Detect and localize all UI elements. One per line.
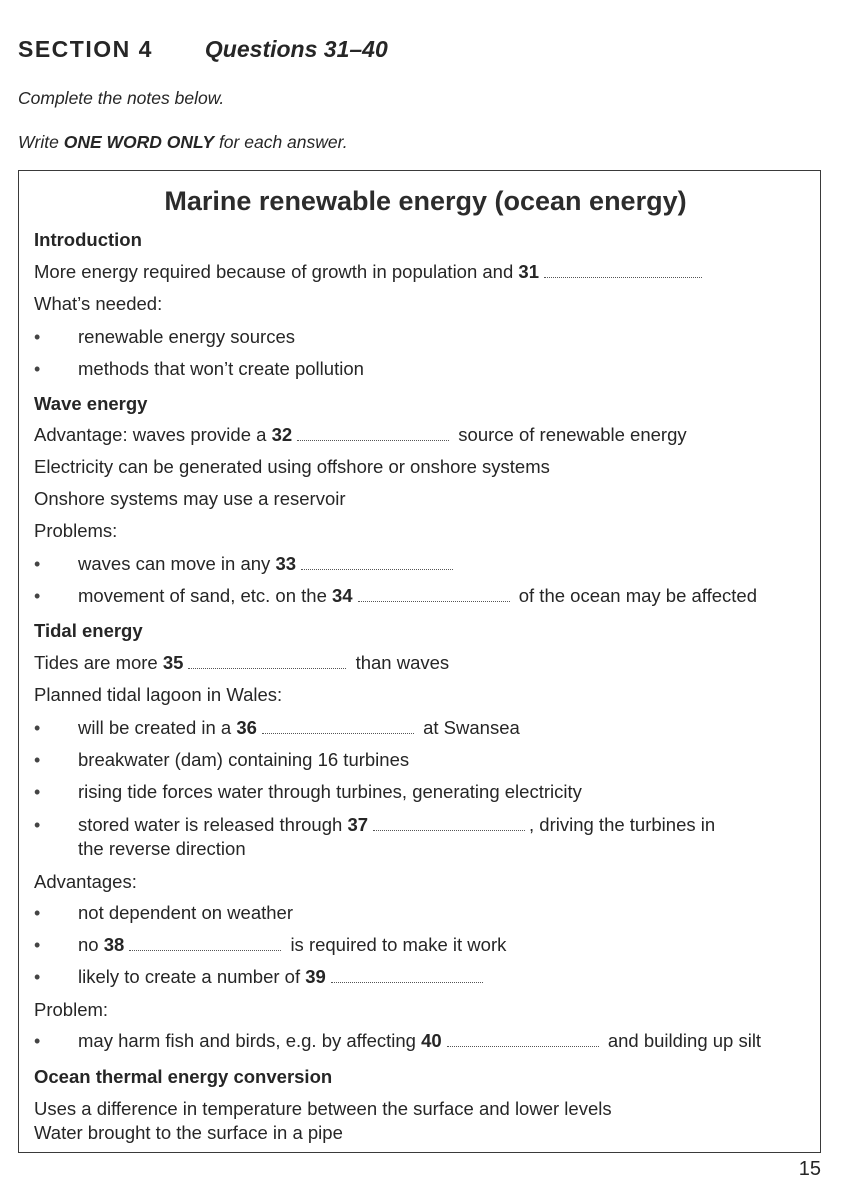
otec-line-temperature: Uses a difference in temperature between the surface and lower levels — [34, 1098, 612, 1119]
intro-line-q31: More energy required because of growth in population and 31 — [34, 260, 706, 284]
heading-tidal-energy: Tidal energy — [34, 620, 143, 641]
bullet-icon: • — [34, 935, 41, 955]
answer-blank-38[interactable] — [129, 936, 281, 951]
bullet-icon: • — [34, 1031, 41, 1051]
answer-blank-40[interactable] — [447, 1032, 599, 1047]
question-number-33: 33 — [275, 553, 297, 574]
page-number: 15 — [798, 1158, 821, 1180]
tidal-bullet-q37: stored water is released through 37 , driving the turbines in — [78, 814, 716, 835]
intro-bullet-pollution: methods that won’t create pollution — [78, 358, 364, 379]
answer-blank-37[interactable] — [373, 816, 525, 831]
bullet-icon: • — [34, 750, 41, 770]
answer-blank-33[interactable] — [301, 555, 453, 570]
question-number-36: 36 — [236, 717, 257, 738]
tidal-problem-q40: may harm fish and birds, e.g. by affecting 40 and building up silt — [78, 1030, 762, 1051]
tidal-adv-q39: likely to create a number of 39 — [78, 965, 487, 989]
question-number-34: 34 — [332, 585, 353, 606]
tidal-bullet-q36: will be created in a 36 at Swansea — [78, 717, 520, 738]
question-number-37: 37 — [347, 814, 369, 835]
wave-problems-label: Problems: — [34, 520, 118, 541]
tidal-planned-label: Planned tidal lagoon in Wales: — [34, 684, 283, 705]
tidal-bullet-q37-continued: the reverse direction — [78, 838, 246, 859]
answer-blank-32[interactable] — [297, 426, 449, 441]
tidal-bullet-breakwater: breakwater (dam) containing 16 turbines — [78, 749, 410, 770]
notes-title: Marine renewable energy (ocean energy) — [164, 186, 687, 216]
question-number-39: 39 — [305, 966, 326, 987]
bullet-icon: • — [34, 967, 41, 987]
intro-bullet-renewable: renewable energy sources — [78, 326, 295, 347]
wave-bullet-q34: movement of sand, etc. on the 34 of the ocean may be affected — [78, 585, 758, 606]
bullet-icon: • — [34, 903, 41, 923]
whats-needed: What’s needed: — [34, 293, 163, 314]
section-label: SECTION 4 — [18, 36, 153, 62]
bullet-icon: • — [34, 554, 41, 574]
answer-blank-34[interactable] — [358, 587, 510, 602]
wave-bullet-q33: waves can move in any 33 — [78, 552, 457, 576]
tidal-adv-q38: no 38 is required to make it work — [78, 934, 507, 955]
tidal-bullet-rising: rising tide forces water through turbines, generating electricity — [78, 781, 582, 802]
section-heading — [18, 34, 388, 64]
question-number-35: 35 — [162, 652, 184, 673]
bullet-icon: • — [34, 327, 41, 347]
bullet-icon: • — [34, 586, 41, 606]
bullet-icon: • — [34, 718, 41, 738]
bullet-icon: • — [34, 782, 41, 802]
question-number-32: 32 — [271, 424, 293, 445]
wave-line-electricity: Electricity can be generated using offshore or onshore systems — [34, 456, 550, 477]
tidal-problem-label: Problem: — [34, 999, 109, 1020]
bullet-icon: • — [34, 359, 41, 379]
answer-blank-31[interactable] — [544, 263, 702, 278]
question-number-38: 38 — [103, 934, 125, 955]
answer-blank-39[interactable] — [331, 968, 483, 983]
tidal-adv-weather: not dependent on weather — [78, 902, 293, 923]
heading-wave-energy: Wave energy — [34, 393, 148, 414]
tidal-line-q35: Tides are more 35 than waves — [34, 652, 450, 673]
heading-ocean-thermal: Ocean thermal energy conversion — [34, 1066, 333, 1087]
heading-introduction: Introduction — [34, 229, 142, 250]
question-number-40: 40 — [421, 1030, 442, 1051]
bullet-icon: • — [34, 815, 41, 835]
questions-range: Questions 31–40 — [204, 36, 388, 62]
wave-line-reservoir: Onshore systems may use a reservoir — [34, 488, 346, 509]
tidal-advantages-label: Advantages: — [34, 871, 137, 892]
otec-line-pipe: Water brought to the surface in a pipe — [34, 1122, 343, 1143]
answer-blank-36[interactable] — [262, 719, 414, 734]
wave-advantage-q32: Advantage: waves provide a 32 source of renewable energy — [34, 424, 687, 445]
instruction-word-limit: Write ONE WORD ONLY for each answer. — [18, 132, 348, 152]
question-number-31: 31 — [518, 261, 539, 282]
answer-blank-35[interactable] — [188, 654, 346, 669]
instruction-complete: Complete the notes below. — [18, 88, 225, 108]
